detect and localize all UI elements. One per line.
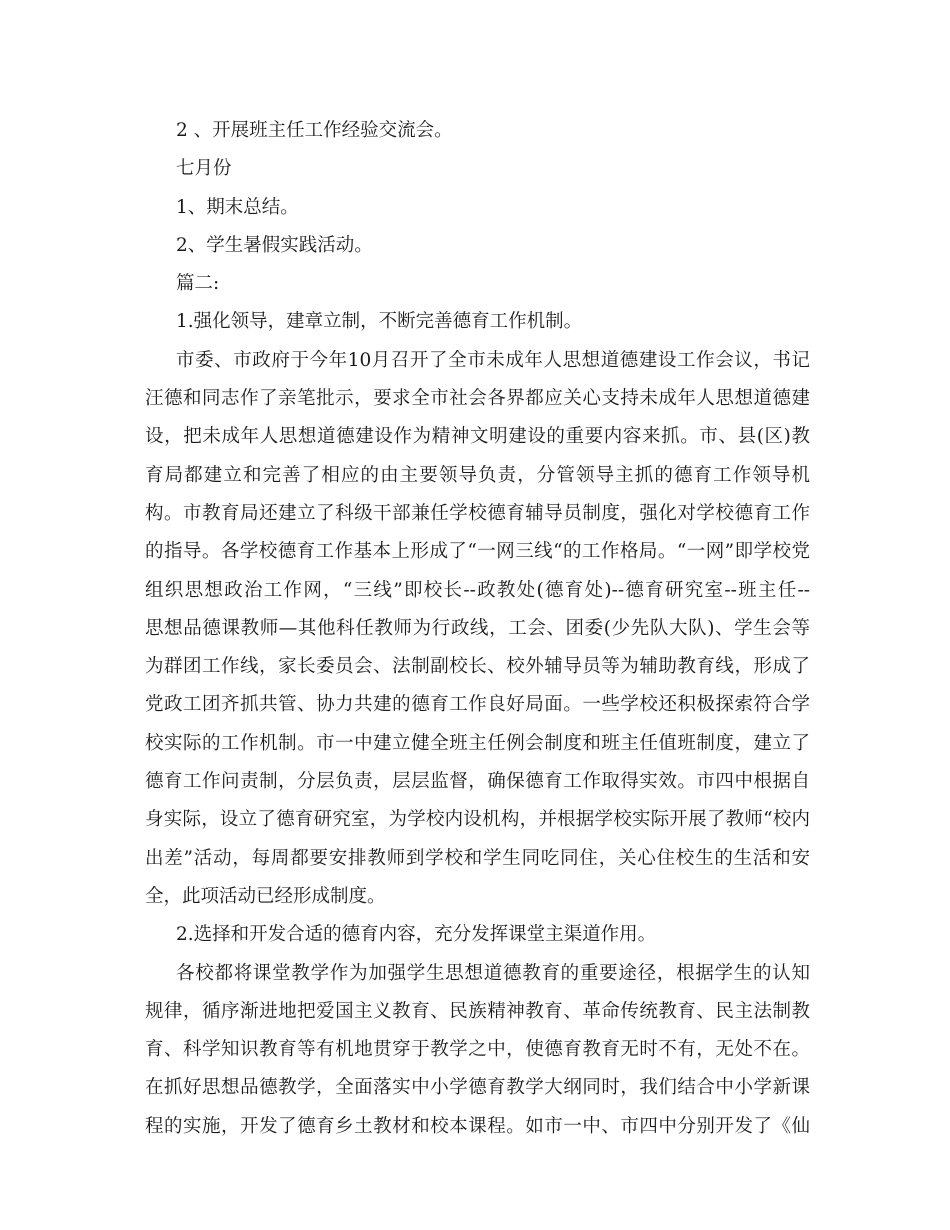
paragraph-line: 的指导。各学校德育工作基本上形成了“一网三线“的工作格局。“一网”即学校党 [145, 541, 810, 563]
paragraph-line: 思想品德课教师—其他科任教师为行政线，工会、团委(少先队大队)、学生会等 [145, 617, 810, 639]
paragraph-line: 校实际的工作机制。市一中建立健全班主任例会制度和班主任值班制度，建立了 [145, 732, 810, 754]
document-body [145, 112, 810, 1146]
paragraph-line: 程的实施，开发了德育乡土教材和校本课程。如市一中、市四中分别开发了《仙 [145, 1115, 810, 1137]
section-heading: 篇二: [176, 273, 220, 295]
paragraph-line: 全，此项活动已经形成制度。 [145, 885, 386, 907]
text-line: 2、学生暑假实践活动。 [176, 234, 373, 256]
paragraph-line: 市委、市政府于今年10月召开了全市未成年人思想道德建设工作会议，书记 [176, 349, 810, 371]
paragraph-line: 在抓好思想品德教学，全面落实中小学德育教学大纲同时，我们结合中小学新课 [145, 1077, 810, 1099]
paragraph-line: 出差”活动，每周都要安排教师到学校和学生同吃同住，关心住校生的生活和安 [145, 847, 810, 869]
paragraph-line: 汪德和同志作了亲笔批示，要求全市社会各界都应关心支持未成年人思想道德建 [145, 388, 810, 410]
section-heading: 2.选择和开发合适的德育内容，充分发挥课堂主渠道作用。 [176, 924, 657, 946]
paragraph-line: 育局都建立和完善了相应的由主要领导负责，分管领导主抓的德育工作领导机 [145, 464, 810, 486]
paragraph-line: 规律，循序渐进地把爱国主义教育、民族精神教育、革命传统教育、民主法制教 [145, 1000, 810, 1022]
text-line: 七月份 [176, 158, 232, 180]
paragraph-line: 德育工作问责制，分层负责，层层监督，确保德育工作取得实效。市四中根据自 [145, 771, 810, 793]
paragraph-line: 为群团工作线，家长委员会、法制副校长、校外辅导员等为辅助教育线，形成了 [145, 656, 810, 678]
paragraph-line: 设，把未成年人思想道德建设作为精神文明建设的重要内容来抓。市、县(区)教 [145, 426, 810, 448]
paragraph-line: 各校都将课堂教学作为加强学生思想道德教育的重要途径，根据学生的认知 [176, 962, 810, 984]
paragraph-line: 党政工团齐抓共管、协力共建的德育工作良好局面。一些学校还积极探索符合学 [145, 694, 810, 716]
text-line: 1、期末总结。 [176, 196, 299, 218]
paragraph-line: 身实际，设立了德育研究室，为学校内设机构，并根据学校实际开展了教师“校内 [145, 809, 810, 831]
paragraph-line: 组织思想政治工作网，“三线”即校长--政教处(德育处)--德育研究室--班主任-- [145, 579, 810, 601]
section-heading: 1.强化领导，建章立制，不断完善德育工作机制。 [176, 311, 583, 333]
text-line: 2 、开展班主任工作经验交流会。 [176, 120, 453, 141]
paragraph-line: 育、科学知识教育等有机地贯穿于教学之中，使德育教育无时不有，无处不在。 [145, 1039, 810, 1061]
paragraph-line: 构。市教育局还建立了科级干部兼任学校德育辅导员制度，强化对学校德育工作 [145, 502, 810, 524]
